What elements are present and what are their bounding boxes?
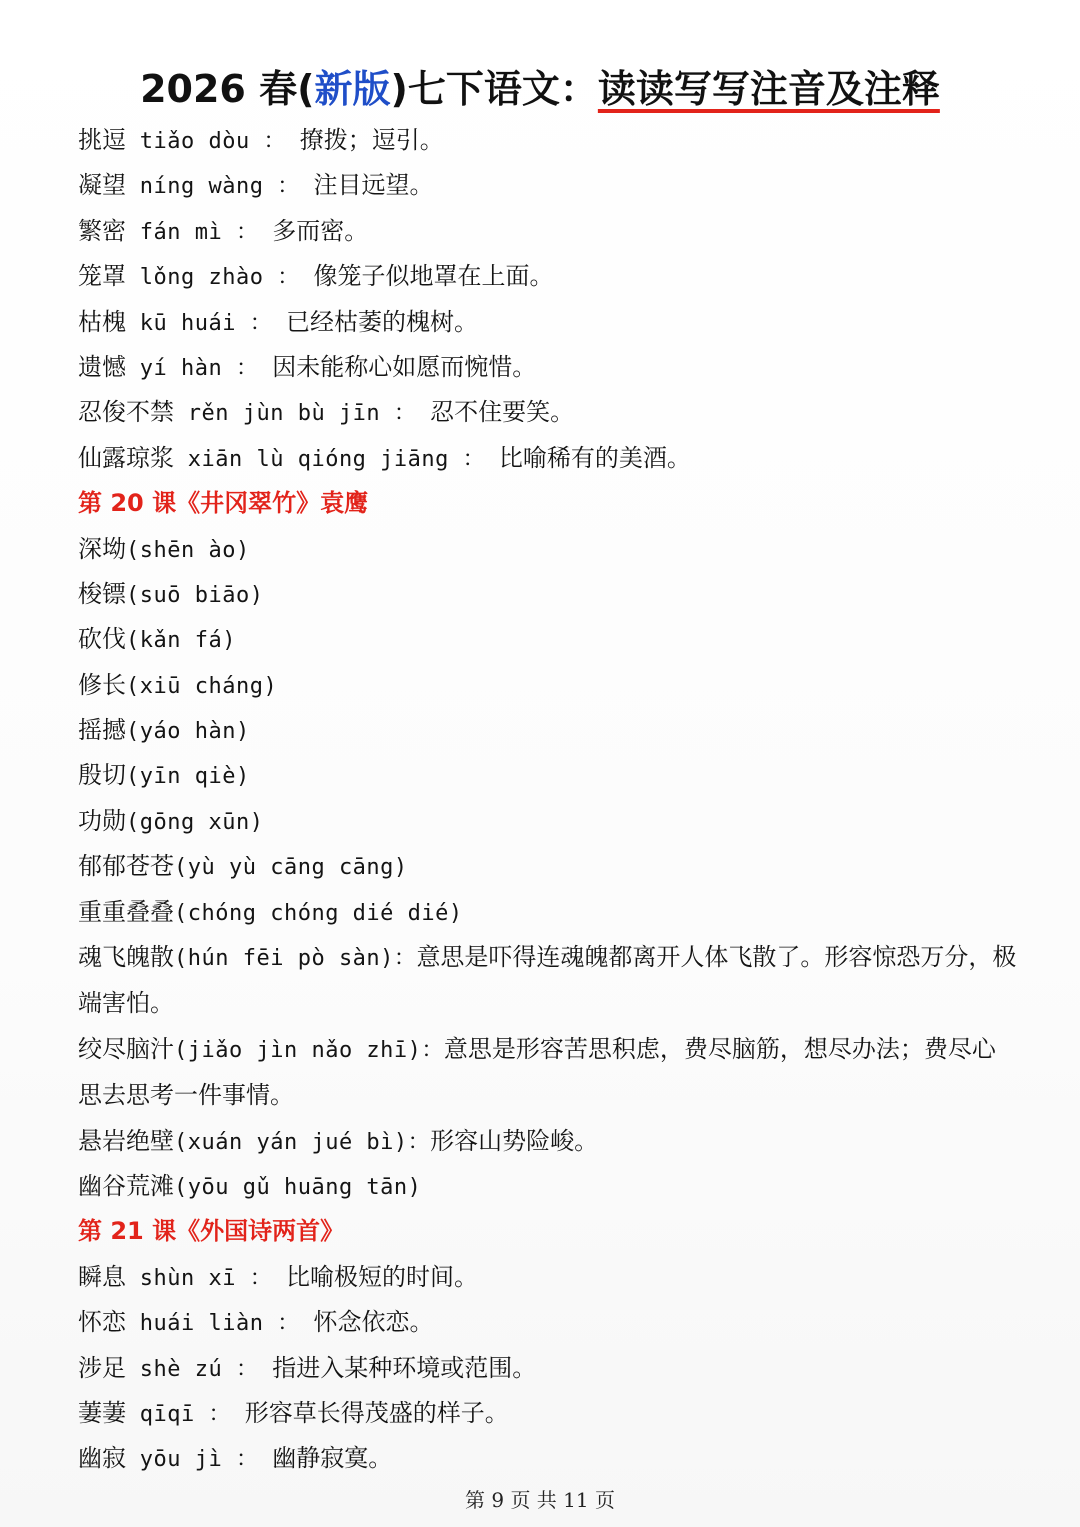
vocab-entry [78, 844, 1018, 889]
title-part-2: )七下语文： [390, 67, 598, 111]
vocab-entry [78, 799, 1018, 844]
vocab-entry [78, 1436, 1018, 1481]
vocab-meaning: 多而密。 [272, 216, 369, 245]
vocab-entry [78, 1119, 1018, 1164]
vocab-pinyin: (kǎn fá) [126, 628, 236, 654]
vocab-word: 笼罩 [78, 262, 126, 291]
vocab-meaning: 撩拨；逗引。 [299, 126, 444, 154]
vocab-word: 深坳 [78, 534, 126, 563]
vocab-pinyin: (shēn ào) [126, 537, 250, 563]
vocab-entry [78, 390, 1018, 435]
vocab-word: 殷切 [78, 761, 126, 790]
vocab-word: 修长 [78, 670, 126, 699]
vocab-meaning: 比喻极短的时间。 [285, 1262, 478, 1291]
vocab-pinyin: (xuán yán jué bì)： [174, 1129, 431, 1155]
title-underlined: 读读写写注音及注释 [597, 67, 940, 111]
vocab-word: 绞尽脑汁 [78, 1034, 174, 1063]
vocab-word: 幽寂 [78, 1444, 126, 1473]
vocab-entry [78, 1255, 1018, 1300]
vocab-pinyin: fán mì ： [126, 219, 273, 245]
vocab-meaning: 怀念依恋。 [313, 1308, 434, 1337]
vocab-word: 涉足 [78, 1353, 126, 1382]
vocab-pinyin: níng wàng ： [126, 174, 314, 200]
vocab-pinyin: lǒng zhào ： [126, 265, 314, 291]
vocab-pinyin: shè zú ： [126, 1356, 273, 1382]
lesson-20-heading: 第 20 课《井冈翠竹》袁鹰 [78, 489, 369, 518]
vocab-meaning: 像笼子似地罩在上面。 [313, 262, 554, 291]
vocab-pinyin: rěn jùn bù jīn ： [174, 401, 431, 427]
vocab-entry [78, 300, 1018, 345]
vocab-word: 繁密 [78, 216, 126, 245]
vocab-entry [78, 345, 1018, 390]
vocab-meaning: 忍不住要笑。 [430, 398, 575, 427]
vocab-meaning: 已经枯萎的槐树。 [285, 307, 478, 336]
vocab-pinyin: (hún fēi pò sàn)： [174, 946, 417, 972]
vocab-entry [78, 254, 1018, 299]
vocab-word: 遗憾 [78, 352, 126, 381]
title-part-1: 2026 春( [140, 67, 315, 111]
vocab-entry [78, 1164, 1018, 1209]
vocab-entry [78, 527, 1018, 572]
vocab-entry [78, 118, 1018, 163]
vocab-entry [78, 1300, 1018, 1345]
vocab-entry [78, 1346, 1018, 1391]
vocab-meaning: 形容草长得茂盛的样子。 [244, 1399, 509, 1427]
vocab-word: 功勋 [78, 806, 126, 835]
vocab-entry [78, 1391, 1018, 1436]
vocab-word: 挑逗 [78, 126, 126, 154]
vocab-pinyin: (jiǎo jìn nǎo zhī)： [174, 1037, 444, 1063]
vocab-word: 瞬息 [78, 1262, 126, 1291]
vocab-pinyin: yí hàn ： [126, 355, 273, 381]
vocab-pinyin: huái liàn ： [126, 1311, 314, 1337]
page-number-footer: 第 9 页 共 11 页 [465, 1488, 615, 1512]
vocab-pinyin: (xiū cháng) [126, 673, 278, 699]
vocab-pinyin: (suō biāo) [126, 582, 264, 608]
vocab-entry [78, 890, 1018, 935]
vocab-entry [78, 617, 1018, 662]
vocab-word: 凝望 [78, 171, 126, 200]
vocab-word: 梭镖 [78, 579, 126, 608]
vocab-word: 砍伐 [78, 625, 126, 654]
vocab-pinyin: yōu jì ： [126, 1447, 273, 1473]
vocab-word: 摇撼 [78, 716, 126, 745]
vocab-meaning: 意思是形容苦思积虑，费尽脑筋，想尽办法；费尽心思去思考一件事情。 [78, 1034, 996, 1110]
vocab-meaning: 因未能称心如愿而惋惜。 [272, 352, 537, 381]
vocab-pinyin: (yù yù cāng cāng) [174, 855, 408, 881]
vocab-word: 怀恋 [78, 1308, 126, 1337]
vocab-word: 幽谷荒滩 [78, 1172, 174, 1201]
vocabulary-list [78, 118, 1018, 1482]
vocab-word: 悬岩绝壁 [78, 1126, 174, 1155]
vocab-word: 枯槐 [78, 307, 126, 336]
vocab-word: 仙露琼浆 [78, 443, 174, 472]
lesson-21-heading: 第 21 课《外国诗两首》 [78, 1217, 345, 1246]
vocab-entry [78, 436, 1018, 481]
vocab-word: 魂飞魄散 [78, 943, 174, 972]
vocab-pinyin: (yáo hàn) [126, 719, 250, 745]
vocab-pinyin: (gōng xūn) [126, 809, 264, 835]
vocab-meaning: 注目远望。 [313, 171, 434, 200]
title-highlight: 新版 [314, 67, 391, 111]
vocab-pinyin: kū huái ： [126, 310, 286, 336]
vocab-pinyin: (yōu gǔ huāng tān) [174, 1175, 422, 1201]
vocab-word: 萋萋 [78, 1399, 126, 1427]
vocab-entry-long [78, 1027, 1018, 1119]
vocab-word: 郁郁苍苍 [78, 852, 174, 881]
vocab-word: 忍俊不禁 [78, 398, 174, 427]
vocab-entry [78, 572, 1018, 617]
vocab-word: 重重叠叠 [78, 897, 174, 926]
vocab-meaning: 幽静寂寞。 [272, 1444, 393, 1473]
vocab-entry [78, 753, 1018, 798]
vocab-pinyin: (chóng chóng dié dié) [174, 900, 463, 926]
vocab-meaning: 意思是吓得连魂魄都离开人体飞散了。形容惊恐万分，极端害怕。 [78, 943, 1017, 1018]
vocab-pinyin: (yīn qiè) [126, 764, 250, 790]
vocab-meaning: 形容山势险峻。 [430, 1126, 599, 1155]
vocab-meaning: 比喻稀有的美酒。 [498, 443, 691, 472]
vocab-pinyin: xiān lù qióng jiāng ： [174, 446, 499, 472]
vocab-entry [78, 663, 1018, 708]
vocab-pinyin: qīqī ： [126, 1402, 245, 1427]
vocab-entry [78, 209, 1018, 254]
vocab-entry [78, 708, 1018, 753]
vocab-entry [78, 163, 1018, 208]
vocab-meaning: 指进入某种环境或范围。 [272, 1353, 537, 1382]
vocab-pinyin: shùn xī ： [126, 1265, 286, 1291]
vocab-pinyin: tiǎo dòu ： [126, 129, 300, 154]
vocab-entry-long [78, 935, 1018, 1027]
page-title [0, 58, 1080, 113]
